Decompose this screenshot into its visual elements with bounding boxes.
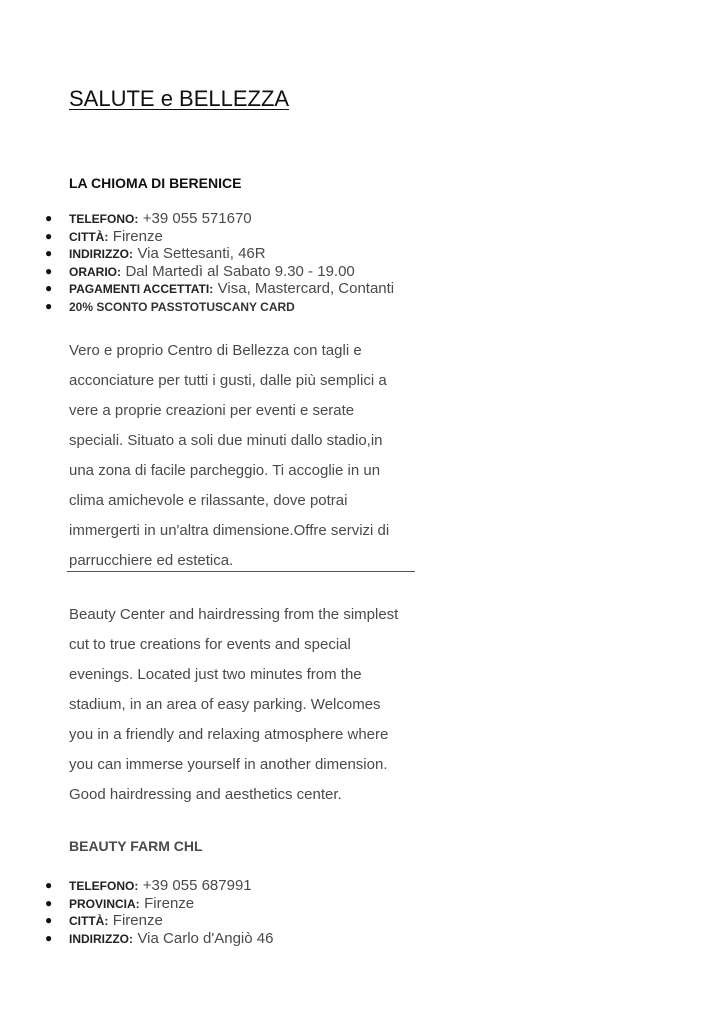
detail-value: Firenze: [112, 912, 163, 929]
business-2-name: BEAUTY FARM CHL: [69, 838, 203, 854]
bullet-icon: ●: [45, 895, 53, 910]
list-item: [0, 930, 700, 948]
section-divider: [67, 571, 415, 572]
detail-label: CITTÀ:: [69, 229, 109, 244]
detail-label: PAGAMENTI ACCETTATI:: [69, 282, 214, 296]
list-item: [0, 877, 700, 895]
list-item: [0, 210, 700, 228]
detail-label: PROVINCIA:: [69, 896, 140, 911]
description-italian: [69, 336, 419, 576]
detail-label: CITTÀ:: [69, 914, 109, 928]
detail-value: Visa, Mastercard, Contanti: [217, 280, 395, 297]
text-line: stadium, in an area of easy parking. Welcomes: [69, 696, 381, 713]
detail-value: Firenze: [144, 894, 195, 912]
detail-value: Dal Martedì al Sabato 9.30 - 19.00: [125, 262, 355, 280]
page-title: SALUTE e BELLEZZA: [69, 86, 290, 111]
detail-label: TELEFONO:: [69, 212, 139, 226]
detail-value: Firenze: [112, 227, 163, 245]
bullet-icon: ●: [45, 263, 53, 278]
list-item: [0, 280, 700, 298]
text-line: parrucchiere ed estetica.: [69, 552, 234, 569]
text-line: evenings. Located just two minutes from the: [69, 666, 362, 683]
text-line: cut to true creations for events and special: [69, 636, 351, 653]
bullet-icon: ●: [45, 281, 53, 295]
detail-value: +39 055 687991: [142, 877, 252, 894]
detail-value: Via Carlo d'Angiò 46: [137, 929, 274, 947]
bullet-icon: ●: [45, 211, 53, 225]
text-line: Good hairdressing and aesthetics center.: [69, 786, 342, 803]
business-1-details-list: [0, 210, 700, 315]
list-item: [0, 263, 700, 281]
text-line: speciali. Situato a soli due minuti dallo stadio,in: [69, 432, 383, 449]
business-1-name: LA CHIOMA DI BERENICE: [69, 175, 242, 191]
bullet-icon: ●: [45, 228, 53, 243]
text-line: you in a friendly and relaxing atmosphere where: [69, 726, 389, 743]
description-english: [69, 600, 419, 810]
bullet-icon: ●: [45, 298, 53, 313]
text-line: acconciature per tutti i gusti, dalle più semplici a: [69, 372, 387, 389]
text-line: you can immerse yourself in another dimension.: [69, 756, 388, 773]
business-2-details-list: [0, 877, 700, 947]
bullet-icon: ●: [45, 913, 53, 927]
bullet-icon: ●: [45, 930, 53, 945]
list-item: [0, 912, 700, 930]
text-line: Vero e proprio Centro di Bellezza con tagli e: [69, 342, 362, 359]
text-line: vere a proprie creazioni per eventi e serate: [69, 402, 355, 419]
detail-label: INDIRIZZO:: [69, 931, 133, 946]
detail-label: TELEFONO:: [69, 879, 139, 893]
list-item: [0, 228, 700, 246]
text-line: Beauty Center and hairdressing from the simplest: [69, 606, 399, 623]
detail-label: INDIRIZZO:: [69, 247, 133, 261]
bullet-icon: ●: [45, 246, 53, 260]
detail-label: ORARIO:: [69, 264, 121, 279]
text-line: una zona di facile parcheggio. Ti accoglie in un: [69, 462, 381, 479]
detail-value: Via Settesanti, 46R: [137, 245, 266, 262]
text-line: immergerti in un'altra dimensione.Offre servizi di: [69, 522, 390, 539]
detail-value: +39 055 571670: [142, 210, 252, 227]
list-item: [0, 298, 700, 316]
list-item: [0, 245, 700, 263]
text-line: clima amichevole e rilassante, dove potrai: [69, 492, 348, 509]
list-item: [0, 895, 700, 913]
promo-text: 20% SCONTO PASSTOTUSCANY CARD: [69, 299, 295, 314]
bullet-icon: ●: [45, 878, 53, 892]
